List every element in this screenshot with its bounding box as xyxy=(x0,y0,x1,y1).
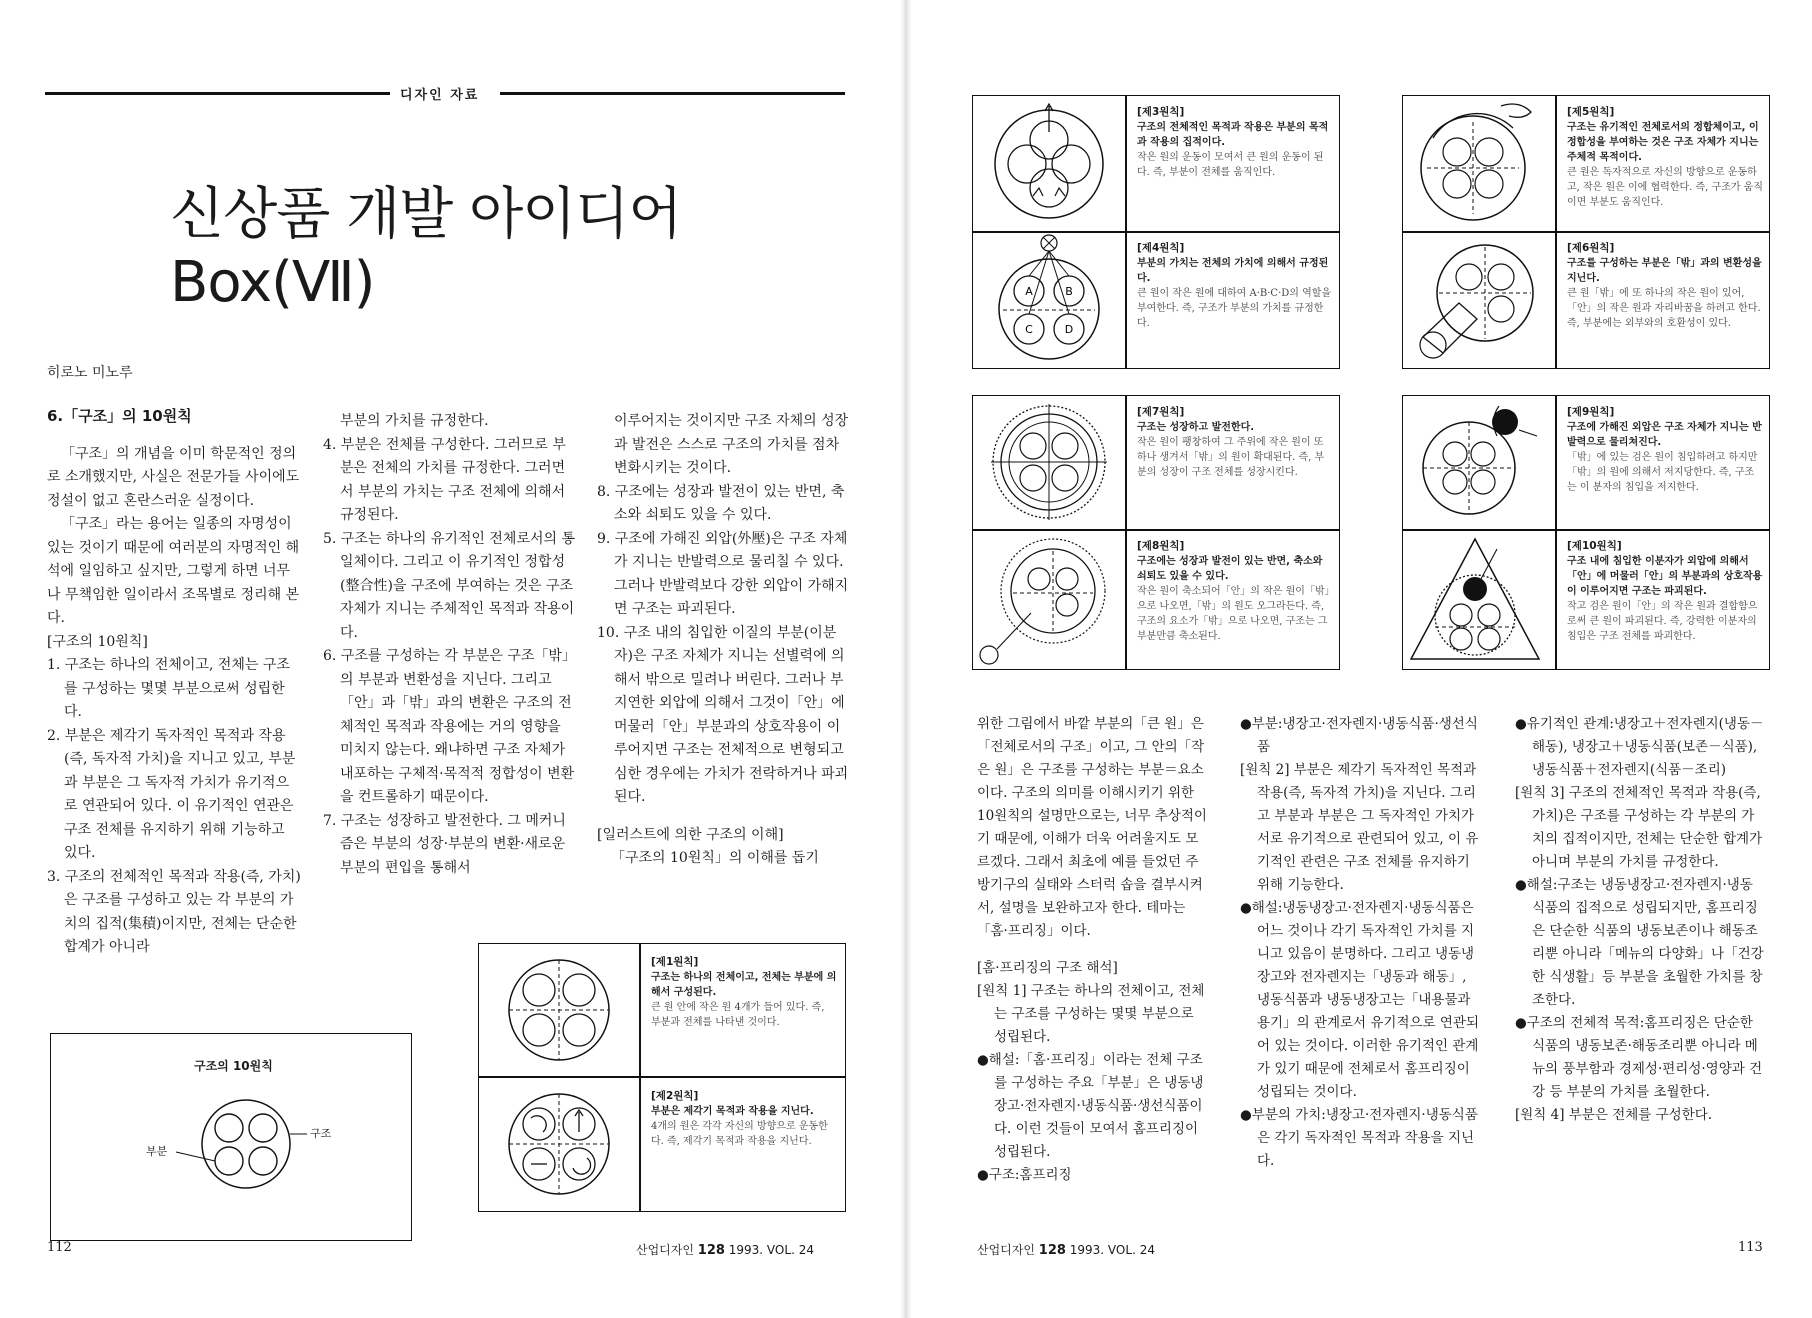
label-b: B xyxy=(1065,285,1073,298)
principle3-diagram xyxy=(973,96,1125,231)
footer-brand-left: 산업디자인 128 1993. VOL. 24 xyxy=(636,1243,814,1258)
label-a: A xyxy=(1025,285,1033,298)
principle3-caption: [제3원칙] 구조의 전체적인 목적과 작용은 부분의 목적과 작용의 집적이다. 작은 원의 운동이 모여서 큰 원의 운동이 된다. 즉, 부분이 전체를 움직인다. xyxy=(1137,106,1329,178)
left-col-2 xyxy=(323,410,575,880)
paragraph: 「구조」라는 용어는 일종의 자명성이 있는 것이기 때문에 여러분의 자명적인 해석에 일임하고 싶지만, 그렇게 하면 너무나 무책임한 일이라서 조목별로 정리해 본다. xyxy=(47,516,300,626)
right-col-3 xyxy=(1515,713,1765,1127)
list-item: 10. 구조 내의 침입한 이질의 부분(이분자)은 구조 자체가 지니는 선별력에 의해서 밖으로 밀려나 버린다. 그러나 부지연한 외압에 의해서 그것이「안」에 머물러「안」부분과의 상호작용이 이루어지면 구조는 전체적으로 변형되고 심한 경우에는 가치가 전락하거나 파괴된다. xyxy=(597,624,849,805)
principle5-diagram xyxy=(1403,96,1555,231)
page-title: 신상품 개발 아이디어 Box(Ⅶ) xyxy=(170,182,682,315)
principle-box-3-4 xyxy=(972,95,1340,369)
structure-figure-box xyxy=(50,1033,412,1241)
principle-box-9-10 xyxy=(1402,395,1770,670)
section-heading: 6.「구조」의 10원칙 xyxy=(47,407,192,425)
paragraph: 「구조의 10원칙」의 이해를 돕기 xyxy=(611,850,819,866)
left-col-1 xyxy=(47,405,302,960)
principle4-diagram xyxy=(973,233,1125,368)
list-item: 6. 구조를 구성하는 각 부분은 구조「밖」의 부분과 변환성을 지닌다. 그리고「안」과「밖」과의 변환은 구조의 전체적인 목적과 작용에는 거의 영향을 미치지 않는다. 왜냐하면 구조 자체가 내포하는 구체적·목적적 정합성이 변환을 컨트롤하기 때문이다. xyxy=(323,648,575,805)
list-item: 7. 구조는 성장하고 발전한다. 그 메커니즘은 부분의 성장·부분의 변환·새로운 부분의 편입을 통해서 xyxy=(323,812,566,876)
bullet-item: ●구조:홈프리징 xyxy=(977,1167,1072,1183)
list-item: 8. 구조에는 성장과 발전이 있는 반면, 축소와 쇠퇴도 있을 수 있다. xyxy=(597,483,845,523)
list-item: 9. 구조에 가해진 외압(外壓)은 구조 자체가 지니는 반발력으로 물리칠 수 있다. 그러나 반발력보다 강한 외압이 가해지면 구조는 파괴된다. xyxy=(597,530,849,617)
rule-item: [원칙 3] 구조의 전체적인 목적과 작용(즉, 가치)은 구조를 구성하는 각 부분의 가치의 집적이지만, 전체는 단순한 합계가 아니며 부분의 가치를 규정한다. xyxy=(1515,785,1763,870)
label-c: C xyxy=(1025,323,1033,336)
author: 히로노 미노루 xyxy=(47,365,133,381)
paragraph: 이루어지는 것이지만 구조 자체의 성장과 발전은 스스로 구조의 가치를 점차 변화시키는 것이다. xyxy=(614,413,849,476)
principle4-caption: [제4원칙] 부분의 가치는 전체의 가치에 의해서 규정된다. 큰 원이 작은 원에 대하여 A·B·C·D의 역할을 부여한다. 즉, 구조가 부분의 가치를 규정한다. xyxy=(1137,242,1332,329)
list-item: 5. 구조는 하나의 유기적인 전체로서의 통일체이다. 그리고 이 유기적인 정합성(整合性)을 구조에 부여하는 것은 구조 자체가 지니는 주체적인 목적과 작용이다. xyxy=(323,530,575,641)
bullet-item: ●해설:냉동냉장고·전자렌지·냉동식품은 어느 것이나 각기 독자적인 가치를 지니고 있음이 분명하다. 그리고 냉동냉장고와 전자렌지는「냉동과 해동」, 냉동식품과 냉동냉장고는「내용물과 용기」의 관계로서 유기적으로 연관되어 있는 것이다. 이러한 유기적인 관계가 있기 때문에 전체로서 홈프리징이 성립되는 것이다. xyxy=(1240,900,1479,1100)
principle8-caption: [제8원칙] 구조에는 성장과 발전이 있는 반면, 축소와 쇠퇴도 있을 수 있다. 작은 원이 축소되어「안」의 작은 원이「밖」으로 나오면,「밖」의 원도 오그라든다. 즉, 구조의 요소가「밖」으로 나오면, 구조는 그 부분만큼 축소된다. xyxy=(1137,540,1330,642)
principle-box-1-2 xyxy=(478,943,846,1212)
principle-box-7-8 xyxy=(972,395,1340,670)
principle-box-5-6 xyxy=(1402,95,1770,369)
principle2-caption: [제2원칙] 부분은 제각기 목적과 작용을 지닌다. 4개의 원은 각각 자신의 방향으로 운동한다. 즉, 제각기 목적과 작용을 지닌다. xyxy=(651,1090,828,1147)
principle6-caption: [제6원칙] 구조를 구성하는 부분은「밖」과의 변환성을 지닌다. 큰 원「밖」에 또 하나의 작은 원이 있어,「안」의 작은 원과 자리바꿈을 하려고 한다. 즉, 부분에는 외부와의 호환성이 있다. xyxy=(1567,242,1762,329)
sub-title: [홈·프리징의 구조 해석] xyxy=(977,960,1118,976)
bullet-item: ●유기적인 관계:냉장고＋전자렌지(냉동－해동), 냉장고＋냉동식품(보존－식품), 냉동식품＋전자렌지(식품－조리) xyxy=(1515,716,1764,778)
principle9-diagram xyxy=(1403,396,1555,529)
list-item: 3. 구조의 전체적인 목적과 작용(즉, 가치)은 구조를 구성하고 있는 각 부분의 가치의 집적(集積)이지만, 전체는 단순한 합계가 아니라 xyxy=(47,868,301,955)
right-col-1 xyxy=(977,713,1209,1187)
principle2-diagram xyxy=(479,1078,639,1210)
bullet-item: ●부분:냉장고·전자렌지·냉동식품·생선식품 xyxy=(1240,716,1478,755)
list-title: [구조의 10원칙] xyxy=(47,633,148,650)
principle1-diagram xyxy=(479,944,639,1076)
principle7-caption: [제7원칙] 구조는 성장하고 발전한다. 작은 원이 팽창하여 그 주위에 작은 원이 또 하나 생겨서「밖」의 원이 확대된다. 즉, 부분의 성장이 구조 전체를 성장시킨다. xyxy=(1137,406,1325,478)
list-item: 2. 부분은 제각기 독자적인 목적과 작용(즉, 독자적 가치)을 지니고 있고, 부분과 부분은 그 독자적 가치가 유기적으로 연관되어 있다. 이 유기적인 연관은 구조 전체를 유지하기 위해 기능하고 있다. xyxy=(47,727,296,861)
paragraph: 「구조」의 개념을 이미 학문적인 정의로 소개했지만, 사실은 전문가들 사이에도 정설이 없고 혼란스러운 실정이다. xyxy=(47,445,300,509)
label-d: D xyxy=(1064,323,1074,336)
right-col-2 xyxy=(1240,713,1480,1173)
principle5-caption: [제5원칙] 구조는 유기적인 전체로서의 정합체이고, 이 정합성을 부여하는 것은 구조 자체가 지니는 주체적 목적이다. 큰 원은 독자적으로 자신의 방향으로 운동하고, 작은 원은 이에 협력한다. 즉, 구조가 움직이면 부분도 움직인다. xyxy=(1567,106,1764,208)
page-number-left: 112 xyxy=(47,1240,72,1255)
figure-title: 구조의 10원칙 xyxy=(194,1059,273,1073)
principle7-diagram xyxy=(973,396,1125,529)
paragraph: 부분의 가치를 규정한다. xyxy=(340,413,489,429)
bullet-item: ●구조의 전체적 목적:홈프리징은 단순한 식품의 냉동보존·해동조리뿐 아니라 메뉴의 풍부함과 경제성·편리성·영양과 건강 등 부분의 가치를 초월한다. xyxy=(1515,1015,1763,1100)
rule-item: [원칙 1] 구조는 하나의 전체이고, 전체는 구조를 구성하는 몇몇 부분으로 성립된다. xyxy=(977,983,1205,1045)
page-number-right: 113 xyxy=(1738,1240,1763,1255)
principle8-diagram xyxy=(973,531,1125,669)
left-col-3 xyxy=(597,410,852,871)
bullet-item: ●해설:「홈·프리징」이라는 전체 구조를 구성하는 주요「부분」은 냉동냉장고·전자렌지·냉동식품·생선식품이다. 이런 것들이 모여서 홈프리징이 성립된다. xyxy=(977,1052,1204,1160)
illustration-title: [일러스트에 의한 구조의 이해] xyxy=(597,826,784,843)
page-gutter xyxy=(900,0,912,1318)
right-page xyxy=(912,0,1812,1318)
principle6-diagram xyxy=(1403,233,1555,368)
bullet-item: ●해설:구조는 냉동냉장고·전자렌지·냉동식품의 집적으로 성립되지만, 홈프리징은 단순한 식품의 냉동보존이나 해동조리뿐 아니라「메뉴의 다양화」나「건강한 식생활」등 부분을 초월한 가치를 창조한다. xyxy=(1515,877,1764,1008)
label-part: 부분 xyxy=(146,1145,168,1158)
bullet-item: ●부분의 가치:냉장고·전자렌지·냉동식품은 각기 독자적인 목적과 작용을 지닌다. xyxy=(1240,1107,1478,1169)
list-item: 4. 부분은 전체를 구성한다. 그러므로 부분은 전체의 가치를 규정한다. 그러면서 부분의 가치는 구조 전체에 의해서 규정된다. xyxy=(323,436,566,523)
footer-brand-right: 산업디자인 128 1993. VOL. 24 xyxy=(977,1243,1155,1258)
header-rule-left xyxy=(45,92,390,95)
label-whole: 구조 xyxy=(310,1127,332,1140)
rule-item: [원칙 4] 부분은 전체를 구성한다. xyxy=(1515,1107,1713,1123)
rule-item: [원칙 2] 부분은 제각기 독자적인 목적과 작용(즉, 독자적 가치)을 지닌다. 그리고 부분과 부분은 그 독자적인 가치가 서로 유기적으로 관련되어 있고, 이 유기적인 관련은 구조 전체를 유지하기 위해 기능한다. xyxy=(1240,762,1479,893)
principle9-caption: [제9원칙] 구조에 가해진 외압은 구조 자체가 지니는 반발력으로 물리쳐진다. 「밖」에 있는 검은 원이 침입하려고 하지만「밖」의 원에 의해서 저지당한다. 즉, 구조는 이 분자의 침입을 저지한다. xyxy=(1567,406,1762,493)
paragraph: 위한 그림에서 바깥 부분의「큰 원」은「전체로서의 구조」이고, 그 안의「작은 원」은 구조를 구성하는 부분＝요소이다. 구조의 의미를 이해시키기 위한 10원칙의 설명만으로는, 너무 추상적이기 때문에, 이해가 더욱 어려울지도 모르겠다. 그래서 최초에 예를 들었던 주방기구의 실태와 스터럭 솝을 결부시켜서, 설명을 보완하고자 한다. 테마는「홈·프리징」이다. xyxy=(977,716,1207,939)
section-label: 디자인 자료 xyxy=(400,88,480,103)
left-page xyxy=(0,0,900,1318)
principle10-diagram xyxy=(1403,531,1555,669)
list-item: 1. 구조는 하나의 전체이고, 전체는 구조를 구성하는 몇몇 부분으로써 성립한다. xyxy=(47,657,290,720)
principle10-caption: [제10원칙] 구조 내에 침입한 이분자가 외압에 의해서「안」에 머물러「안」의 부분과의 상호작용이 이루어지면 구조는 파괴된다. 작고 검은 원이「안」의 작은 원과 결합함으로써 큰 원이 파괴된다. 즉, 강력한 이분자의 침입은 구조 전체를 파괴한다. xyxy=(1567,540,1763,642)
header-rule-right xyxy=(500,92,845,95)
principle1-caption: [제1원칙] 구조는 하나의 전체이고, 전체는 부분에 의해서 구성된다. 큰 원 안에 작은 원 4개가 들어 있다. 즉, 부분과 전체를 나타낸 것이다. xyxy=(651,956,837,1028)
